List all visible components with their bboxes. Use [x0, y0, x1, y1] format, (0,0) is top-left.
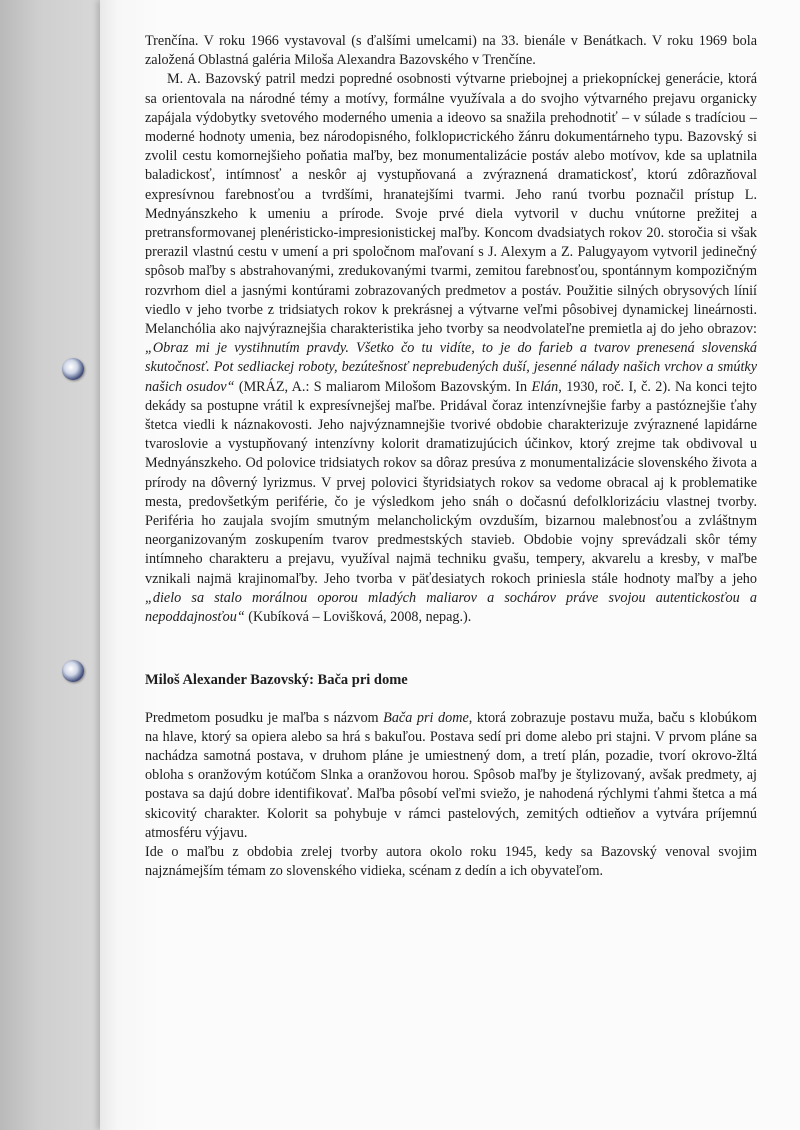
paragraph-intro: Trenčína. V roku 1966 vystavoval (s ďalšími umelcami) na 33. bienále v Benátkach. V roku 1969 bola založená Oblastná galéria Miloša Alexandra Bazovského v Trenčíne. — [145, 33, 757, 69]
paragraph-dating: Ide o maľbu z obdobia zrelej tvorby autora okolo roku 1945, kedy sa Bazovský venoval svojim najznámejším témam zo slovenského vidieka, scénam z dedín a ich obyvateľom. — [145, 843, 757, 880]
paragraph-biography-text-c: , 1930, roč. I, č. 2). Na konci tejto dekády sa postupne vrátil k expresívnejšej maľbe. Pridával čoraz intenzívnejšie farby a pastóznejšie ťahy štetca viedli k náznakovosti. Jeho najvýznamnejšie tvorivé obdobie charakterizuje zvýraznené lapidárne tvaroslovie a vystupňovaný intenzívny kolorit dramatizujúcich účinkov, ktorý zrejme tak obdivoval u Mednyánszkeho. Od polovice tridsiatych rokov sa dôraz presúva z monumentalizácie slovenského života a prírody na dôverný lyrizmus. V prvej polovici štyridsiatych rokov sa vedome obracal aj k problematike mesta, predovšetkým periférie, čo je výsledkom jeho snáh o dočasnú defolklorizáciu vlastnej tvorby. Periféria ho zaujala svojím smutným melancholickým ovzduším, bizarnou malebnosťou a zvláštnym neorganizovaným zoskupením tvarov predmestských stavieb. Obdobie vojny sprevádzali skôr témy intímneho charakteru a prejavu, využíval najmä techniku gvašu, tempery, akvarelu a kresby, v maľbe vznikali najmä krajinomaľby. Jeho tvorba v päťdesiatych rokoch priniesla stále hodnoty maľby a jeho — [145, 378, 757, 587]
quote-kubikova: „dielo sa stalo morálnou oporou mladých maliarov a sochárov práve svojou autentickosťou a nepoddajnosťou“ — [145, 589, 757, 626]
painting-title: Bača pri dome — [383, 709, 469, 726]
paragraph-biography — [145, 70, 757, 627]
paragraph-description-text-b: , ktorá zobrazuje postavu muža, baču s klobúkom na hlave, ktorý sa opiera alebo sa hrá s bakuľou. Postava sedí pri dome alebo pri stajni. V prvom pláne sa nachádza samotná postava, v druhom pláne je umiestnený dom, a tretí plán, pozadie, tvorí okrovo-žltá obloha s oranžovým kotúčom Slnka a oranžovou horou. Spôsob maľby je štylizovaný, avšak predmety, aj postava sa dajú dobre identifikovať. Maľba pôsobí veľmi sviežo, je nahodená rýchlymi ťahmi štetca a má skicovitý charakter. Kolorit sa pohybuje v rámci pastelových, zemitých odtieňov a vytvára príjemnú atmosféru výjavu. — [145, 709, 757, 841]
citation-kubikova: (Kubíková – Lovišková, 2008, nepag.). — [244, 609, 472, 626]
binder-hole-lower — [62, 660, 84, 682]
paragraph-description — [145, 709, 757, 843]
citation-mraz: (MRÁZ, A.: S maliarom Milošom Bazovským. In — [234, 378, 532, 395]
section-heading: Miloš Alexander Bazovský: Bača pri dome — [145, 672, 408, 689]
document-body — [145, 32, 757, 881]
paragraph-description-text-a: Predmetom posudku je maľba s názvom — [145, 709, 384, 726]
journal-title: Elán — [531, 378, 559, 395]
paragraph-biography-text-a: M. A. Bazovský patril medzi popredné osobnosti výtvarne priebojnej a priekopníckej generácie, ktorá sa orientovala na národné témy a motívy, formálne využívala a do svojho výtvarného prejavu organicky zapájala výdobytky svetového moderného umenia a ideovo sa snažila prehodnotiť – v súlade s tradíciou – moderné hodnoty umenia, bez národopisného, folklористického žánru dokumentárneho typu. Bazovský si zvolil cestu komornejšieho poňatia maľby, bez monumentalizácie postáv alebo motívov, kde sa uplatnila baladickosť, intímnosť a neskôr aj vystupňovaná a zvýraznená dramatickosť, ktorú zdôrazňoval expresívnou farebnosťou a tvrdšími, hranatejšími tvarmi. Jeho ranú tvorbu poznačil prístup L. Mednyánszkeho k umeniu a prírode. Svoje prvé diela vytvoril v duchu vnútorne prežitej a pretransformovanej plenéristicko-impresionistickej maľby. Koncom dvadsiatych rokov 20. storočia si však prerazil vlastnú cestu v umení a pri spoločnom maľovaní s J. Alexym a Z. Palugyayom vytvoril jedinečný spôsob maľby s abstrahovanými, zredukovanými tvarmi, zemitou farebnosťou, spontánnym kompozičným rozvrhom diel a jasnými kontúrami zobrazovaných predmetov a postáv. Použitie silných obrysových línií viedlo v jeho tvorbe z tridsiatych rokov k prekrásnej a výtvarne veľmi pôsobivej dynamickej lineárnosti. Melanchólia ako najvýraznejšia charakteristika jeho tvorby sa neodvolateľne premietla aj do jeho obrazov: — [145, 71, 757, 338]
quote-bazovsky: „Obraz mi je vystihnutím pravdy. Všetko čo tu vidíte, to je do farieb a tvarov prenesená slovenská skutočnosť. Pot sedliackej roboty, bezútešnosť neprebudených duší, jesenné nálady našich vrchov a smútky našich osudov“ — [145, 340, 757, 395]
binder-edge — [0, 0, 100, 1130]
binder-hole-upper — [62, 358, 84, 380]
